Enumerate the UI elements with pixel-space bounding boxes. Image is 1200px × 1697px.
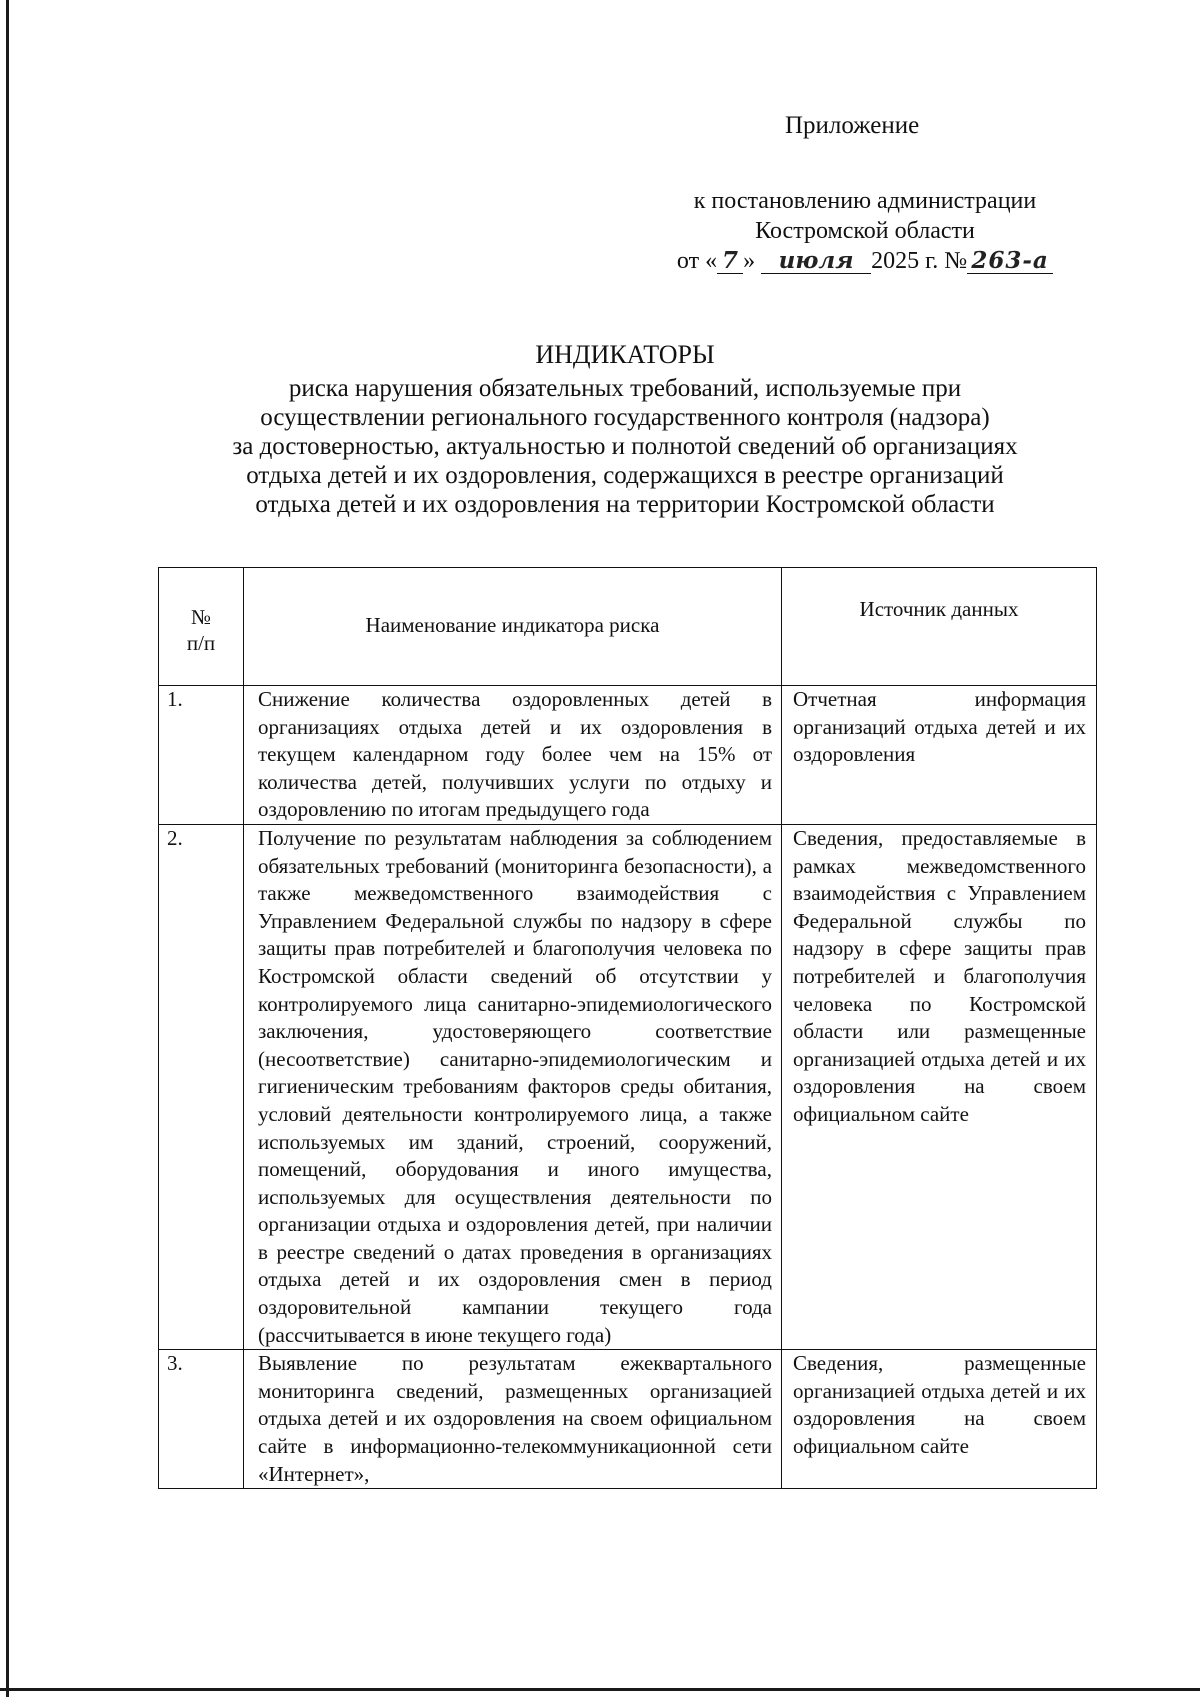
appendix-title: Приложение [785, 112, 920, 139]
decree-date-line [640, 246, 1090, 276]
header-data-source: Источник данных [782, 568, 1097, 686]
row-number: 2. [159, 824, 244, 1349]
data-source: Сведения, размещенные организацией отдыха детей и их оздоровления на своем официальном сайте [782, 1350, 1097, 1489]
subtitle-line: за достоверностью, актуальностью и полнотой сведений об организациях [232, 433, 1018, 460]
table-row [159, 1350, 1097, 1489]
handwritten-decree-number: 263-а [967, 249, 1053, 274]
decree-reference [640, 186, 1090, 276]
table-row [159, 824, 1097, 1349]
scan-edge-bottom [0, 1688, 1200, 1691]
table-header-row [159, 568, 1097, 686]
indicator-name: Выявление по результатам ежеквартального мониторинга сведений, размещенных организацией отдыха детей и их оздоровления на своем официальном сайте в информационно-телекоммуникационной сети «Интернет», [244, 1350, 782, 1489]
handwritten-day: 7 [717, 249, 743, 274]
row-number: 3. [159, 1350, 244, 1489]
header-indicator-name: Наименование индикатора риска [244, 568, 782, 686]
subtitle-line: отдыха детей и их оздоровления на территории Костромской области [255, 491, 995, 518]
decree-line-1: к постановлению администрации [693, 188, 1037, 214]
indicator-name: Получение по результатам наблюдения за соблюдением обязательных требований (мониторинга безопасности), а также межведомственного взаимодействия с Управлением Федеральной службы по надзору в сфере защиты прав потребителей и благополучия человека по Костромской области сведений об отсутствии у контролируемого лица санитарно-эпидемиологического заключения, удостоверяющего соответствие (несоответствие) санитарно-эпидемиологическим и гигиеническим требованиям факторов среды обитания, условий деятельности контролируемого лица, а также используемых им зданий, строений, сооружений, помещений, оборудования и иного имущества, используемых для осуществления деятельности по организации отдыха и оздоровления детей, при наличии в реестре сведений о датах проведения в организациях отдыха детей и их оздоровления смен в период оздоровительной кампании текущего года (рассчитывается в июне текущего года) [244, 824, 782, 1349]
subtitle-line: отдыха детей и их оздоровления, содержащихся в реестре организаций [246, 462, 1004, 489]
data-source: Сведения, предоставляемые в рамках межведомственного взаимодействия с Управлением Федеральной службы по надзору в сфере защиты прав потребителей и благополучия человека по Костромской области или размещенные организацией отдыха детей и их оздоровления на своем официальном сайте [782, 824, 1097, 1349]
indicator-name: Снижение количества оздоровленных детей в организациях отдыха детей и их оздоровления в текущем календарном году более чем на 15% от количества детей, получивших услуги по отдыху и оздоровлению по итогам предыдущего года [244, 686, 782, 825]
header-number [159, 568, 244, 686]
document-title [90, 340, 1160, 519]
date-prefix: от « [676, 248, 718, 274]
header-number-sign: № [190, 605, 212, 629]
handwritten-month: июля [761, 249, 871, 274]
subtitle-line: риска нарушения обязательных требований, используемые при [288, 375, 962, 402]
data-source: Отчетная информация организаций отдыха детей и их оздоровления [782, 686, 1097, 825]
date-mid: » [743, 248, 756, 274]
row-number: 1. [159, 686, 244, 825]
subtitle-line: осуществлении регионального государственного контроля (надзора) [260, 404, 990, 431]
table-row [159, 686, 1097, 825]
document-heading: ИНДИКАТОРЫ [535, 340, 715, 369]
risk-indicators-table [158, 567, 1097, 1489]
date-year: 2025 г. № [871, 248, 968, 274]
decree-line-2: Костромской области [755, 218, 975, 244]
scan-edge-left [6, 0, 9, 1697]
header-number-abbr: п/п [186, 631, 216, 655]
